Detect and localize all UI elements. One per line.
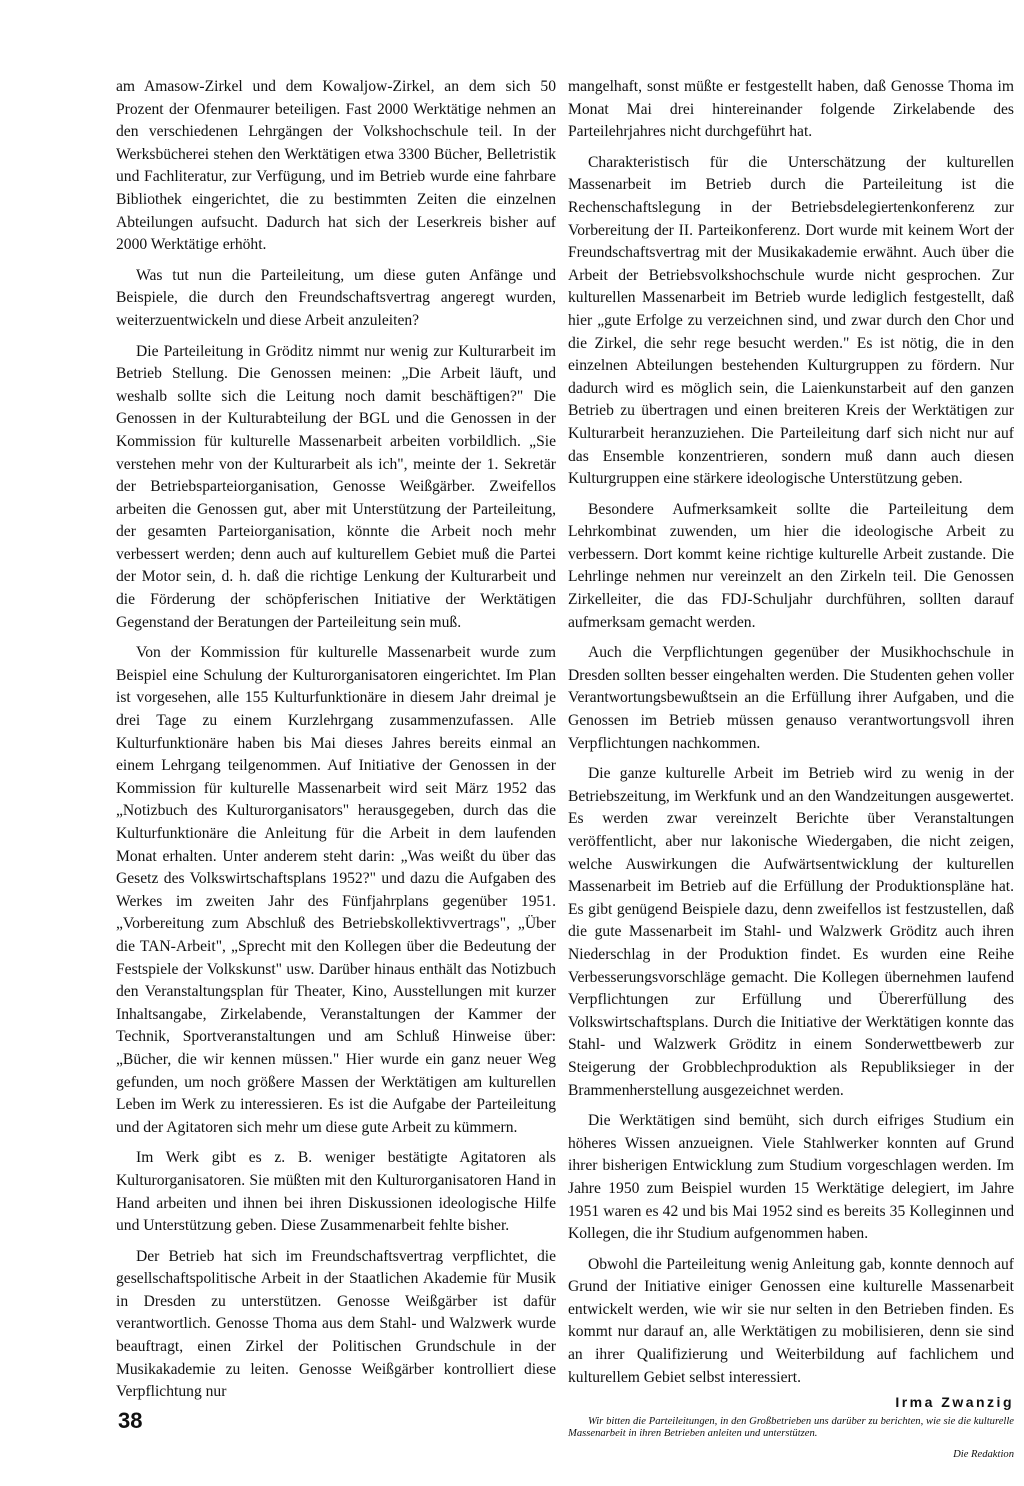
paragraph: Die Werktätigen sind bemüht, sich durch eifriges Studium ein höheres Wissen anzueignen. Viele Stahlwerker konnten auf Grund ihrer bisherigen Entwicklung zum Studium vorgeschlagen werden. Im Jahre 1950 zum Beispiel wurden 15 Werktätige delegiert, im Jahre 1951 waren es 42 und bis Mai 1952 sind es bereits 35 Kolleginnen und Kollegen, die ihr Studium aufgenommen haben.: [568, 1112, 1014, 1243]
paragraph: Was tut nun die Parteileitung, um diese guten Anfänge und Beispiele, die durch den Freundschaftsvertrag angeregt wurden, weiterzuentwickeln und diese Arbeit anzuleiten?: [116, 266, 556, 329]
paragraph: Von der Kommission für kulturelle Massenarbeit wurde zum Beispiel eine Schulung der Kulturorganisatoren eingerichtet. Im Plan ist vorgesehen, alle 155 Kulturfunktionäre in diesem Jahr dreimal je drei Tage zu einem Kurzlehrgang zusammenzufassen. Alle Kulturfunktionäre haben bis Mai dieses Jahres bereits einmal an einem Lehrgang teilgenommen. Auf Initiative der Genossen in der Kommission für kulturelle Massenarbeit wird seit März 1952 das „Notizbuch des Kulturorganisators" herausgegeben, durch das die Kulturfunktionäre die Anleitung für die Arbeit in dem laufenden Monat erhalten. Unter anderem steht darin: „Was weißt du über das Gesetz des Volkswirtschaftsplans 1952?" und dazu die Aufgaben des Werkes im zweiten Jahr des Fünfjahrplans gegenüber 1951. „Vorbereitung zum Abschluß des Betriebskollektivvertrags", „Über die TAN-Arbeit", „Sprecht mit den Kollegen über die Bedeutung der Festspiele der Volkskunst" usw. Darüber hinaus enthält das Notizbuch den Veranstaltungsplan für Theater, Kino, Ausstellungen mit kurzer Inhaltsangabe, Zirkelabende, Veranstaltungen der Kammer der Technik, Sportveranstaltungen und am Schluß Hinweise über: „Bücher, die wir kennen müssen." Hier wurde ein ganz neuer Weg gefunden, um noch größere Massen der Werktätigen am kulturellen Leben im Werk zu interessieren. Es ist die Aufgabe der Parteileitung und der Agitatoren sich mehr um diese gute Arbeit zu kümmern.: [116, 644, 556, 1136]
left-column: [116, 76, 556, 1412]
paragraph: Die Parteileitung in Gröditz nimmt nur wenig zur Kulturarbeit im Betrieb Stellung. Die Genossen meinen: „Die Arbeit läuft, und weshalb sollte sich die Leitung noch damit beschäftigen?" Die Genossen in der Kulturabteilung der BGL und die Genossen in der Kommission für kulturelle Massenarbeit arbeiten vorbildlich. „Sie verstehen mehr von der Kulturarbeit als ich", meinte der 1. Sekretär der Betriebsparteiorganisation, Genosse Weißgärber. Zweifellos arbeiten die Genossen gut, aber mit Unterstützung der Parteileitung, der gesamten Parteiorganisation, könnte die Arbeit noch mehr verbessert werden; denn auch auf kulturellem Gebiet muß die Partei der Motor sein, d. h. daß die richtige Lenkung der Kulturarbeit und die Förderung der schöpferischen Initiative der Werktätigen Gegenstand der Beratungen der Parteileitung sein muß.: [116, 342, 556, 631]
paragraph: Besondere Aufmerksamkeit sollte die Parteileitung dem Lehrkombinat zuwenden, um hier die ideologische Arbeit zu verbessern. Dort kommt keine richtige kulturelle Arbeit zustande. Die Lehrlinge nehmen nur vereinzelt an den Zirkeln teil. Die Genossen Zirkelleiter, die das FDJ-Schuljahr durchführen, sollten darauf aufmerksam gemacht werden.: [568, 500, 1014, 631]
paragraph: Auch die Verpflichtungen gegenüber der Musikhochschule in Dresden sollten besser eingehalten werden. Die Studenten gehen voller Verantwortungsbewußtsein an die Erfüllung ihrer Aufgaben, und die Genossen im Betrieb müssen genauso verantwortungsvoll ihren Verpflichtungen nachkommen.: [568, 644, 1014, 752]
paragraph: Im Werk gibt es z. B. weniger bestätigte Agitatoren als Kulturorganisatoren. Sie müßten mit den Kulturorganisatoren Hand in Hand arbeiten und ihnen bei ihren Diskussionen ideologische Hilfe und Unterstützung geben. Diese Zusammenarbeit fehlte bisher.: [116, 1149, 556, 1235]
paragraph: Obwohl die Parteileitung wenig Anleitung gab, konnte dennoch auf Grund der Initiative einiger Genossen eine kulturelle Massenarbeit entwickelt werden, wie wir sie nur selten in den Betrieben finden. Es kommt nur darauf an, alle Werktätigen zu mobilisieren, denn sie sind an ihrer Qualifizierung und Weiterbildung auf fachlichem und kulturellem Gebiet selbst interessiert.: [568, 1255, 1014, 1386]
paragraph: Die ganze kulturelle Arbeit im Betrieb wird zu wenig in der Betriebszeitung, im Werkfunk und an den Wandzeitungen ausgewertet. Es werden zwar vereinzelt Berichte über Veranstaltungen veröffentlicht, aber nur lakonische Wiedergaben, die nicht zeigen, welche Auswirkungen die Aufwärtsentwicklung der kulturellen Massenarbeit im Betrieb auf die Erfüllung der Produktionspläne hat. Es gibt genügend Beispiele dazu, denn zweifellos ist festzustellen, daß die gute Massenarbeit im Stahl- und Walzwerk Gröditz auch ihren Niederschlag in der Produktion findet. Es wurden eine Reihe Verbesserungsvorschläge gemacht. Die Kollegen übernehmen laufend Verpflichtungen zur Erfüllung und Übererfüllung des Volkswirtschaftsplans. Durch die Initiative der Werktätigen konnte das Stahl- und Walzwerk Gröditz in einem Sonderwettbewerb zur Steigerung der Grobblechproduktion als Republiksieger in der Brammenherstellung ausgezeichnet werden.: [568, 765, 1014, 1099]
paragraph: Charakteristisch für die Unterschätzung der kulturellen Massenarbeit im Betrieb durch die Parteileitung ist die Rechenschaftslegung in der Betriebsdelegiertenkonferenz zur Vorbereitung der II. Parteikonferenz. Dort wurde mit keinem Wort der Freundschaftsvertrag mit der Musikakademie erwähnt. Auch über die Arbeit der Betriebsvolkshochschule wurde nicht gesprochen. Zur kulturellen Massenarbeit im Betrieb wurde lediglich festgestellt, daß hier „gute Erfolge zu verzeichnen sind, und zwar durch den Chor und die Zirkel, die sehr rege besucht werden." Es ist nötig, die in den einzelnen Abteilungen bestehenden Kulturgruppen zu fördern. Nur dadurch wird es möglich sein, die Laienkunstarbeit auf den ganzen Betrieb zu übertragen und einen breiteren Kreis der Werktätigen zur Kulturarbeit heranzuziehen. Die Parteileitung darf sich nicht nur auf das Ensemble konzentrieren, sondern muß dann auch diesen Kulturgruppen eine stärkere ideologische Unterstützung geben.: [568, 153, 1014, 488]
paragraph: am Amasow-Zirkel und dem Kowaljow-Zirkel, an dem sich 50 Prozent der Ofenmaurer beteiligen. Fast 2000 Werktätige nehmen an den verschiedenen Lehrgängen der Volkshochschule teil. In der Werksbücherei stehen den Werktätigen etwa 3300 Bücher, Belletristik und Fachliteratur, zur Verfügung, und im Betrieb wurde eine fahrbare Bibliothek eingerichtet, die zu bestimmten Zeiten die einzelnen Abteilungen aufsucht. Dadurch hat sich der Leserkreis bisher auf 2000 Werktätige erhöht.: [116, 78, 556, 254]
right-column: [568, 76, 1014, 1469]
author-signature: Irma Zwanzig: [895, 1394, 1014, 1411]
editor-note: Wir bitten die Parteileitungen, in den Großbetrieben uns darüber zu berichten, wie sie die kulturelle Massenarbeit in ihren Betrieben anleiten und unterstützen.: [568, 1415, 1014, 1440]
page-number: 38: [118, 1408, 143, 1433]
editor-sign: Die Redaktion: [953, 1449, 1014, 1461]
paragraph: Der Betrieb hat sich im Freundschaftsvertrag verpflichtet, die gesellschaftspolitische Arbeit in der Staatlichen Akademie für Musik in Dresden zu unterstützen. Genosse Weißgärber ist dafür verantwortlich. Genosse Thoma aus dem Stahl- und Walzwerk wurde beauftragt, einen Zirkel der Politischen Grundschule in der Musikakademie zu leiten. Genosse Weißgärber kontrolliert diese Verpflichtung nur: [116, 1247, 556, 1401]
paragraph: mangelhaft, sonst müßte er festgestellt haben, daß Genosse Thoma im Monat Mai drei hintereinander folgende Zirkelabende des Parteilehrjahres nicht durchgeführt hat.: [568, 78, 1014, 141]
